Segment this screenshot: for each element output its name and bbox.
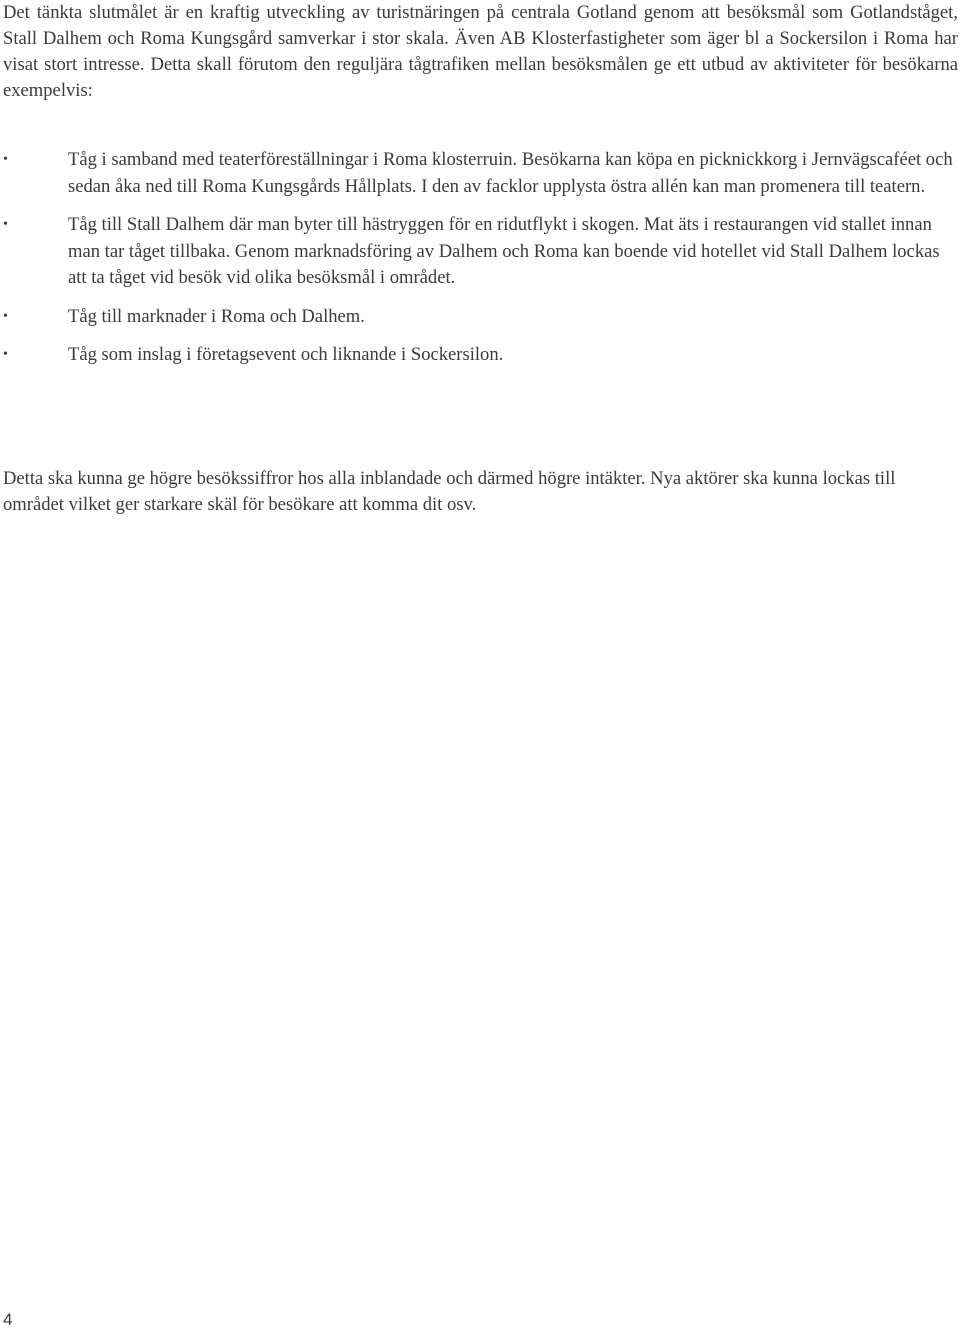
page-number: 4 bbox=[3, 1310, 13, 1329]
bullet-icon: • bbox=[3, 347, 8, 362]
bullet-icon: • bbox=[3, 217, 8, 232]
closing-paragraph: Detta ska kunna ge högre besökssiffror hos alla inblandade och därmed högre intäkter. Nya aktörer ska kunna lockas till området vilket ger starkare skäl för besökare att komma dit osv. bbox=[3, 468, 896, 515]
activity-text: Tåg i samband med teaterföreställningar i Roma klosterruin. Besökarna kan köpa en picknickkorg i Jernvägscaféet och sedan åka ned till Roma Kungsgårds Hållplats. I den av facklor upplysta östra allén kan man promenera till teatern. bbox=[68, 149, 953, 197]
list-item bbox=[0, 212, 955, 292]
intro-paragraph: Det tänkta slutmålet är en kraftig utveckling av turistnäringen på centrala Gotland genom att besöksmål som Gotlandståget, Stall Dalhem och Roma Kungsgård samverkar i stor skala. Även AB Klosterfastigheter som äger bl a Sockersilon i Roma har visat stort intresse. Detta skall förutom den reguljära tågtrafiken mellan besöksmålen ge ett utbud av aktiviteter för besökarna exempelvis: bbox=[3, 2, 958, 101]
bullet-icon: • bbox=[3, 308, 8, 324]
list-item bbox=[0, 147, 955, 200]
activity-text: Tåg som inslag i företagsevent och liknande i Sockersilon. bbox=[68, 344, 504, 365]
bullet-icon: • bbox=[3, 152, 8, 167]
activity-text: Tåg till marknader i Roma och Dalhem. bbox=[68, 305, 365, 327]
activity-text: Tåg till Stall Dalhem där man byter till hästryggen för en ridutflykt i skogen. Mat äts i restaurangen vid stallet innan man tar tåget tillbaka. Genom marknadsföring av Dalhem och Roma kan boende vid hotellet vid Stall Dalhem lockas att ta tåget vid besök vid olika besöksmål i området. bbox=[68, 214, 940, 288]
activity-list bbox=[0, 147, 955, 381]
list-item bbox=[0, 342, 955, 369]
list-item bbox=[0, 304, 955, 331]
